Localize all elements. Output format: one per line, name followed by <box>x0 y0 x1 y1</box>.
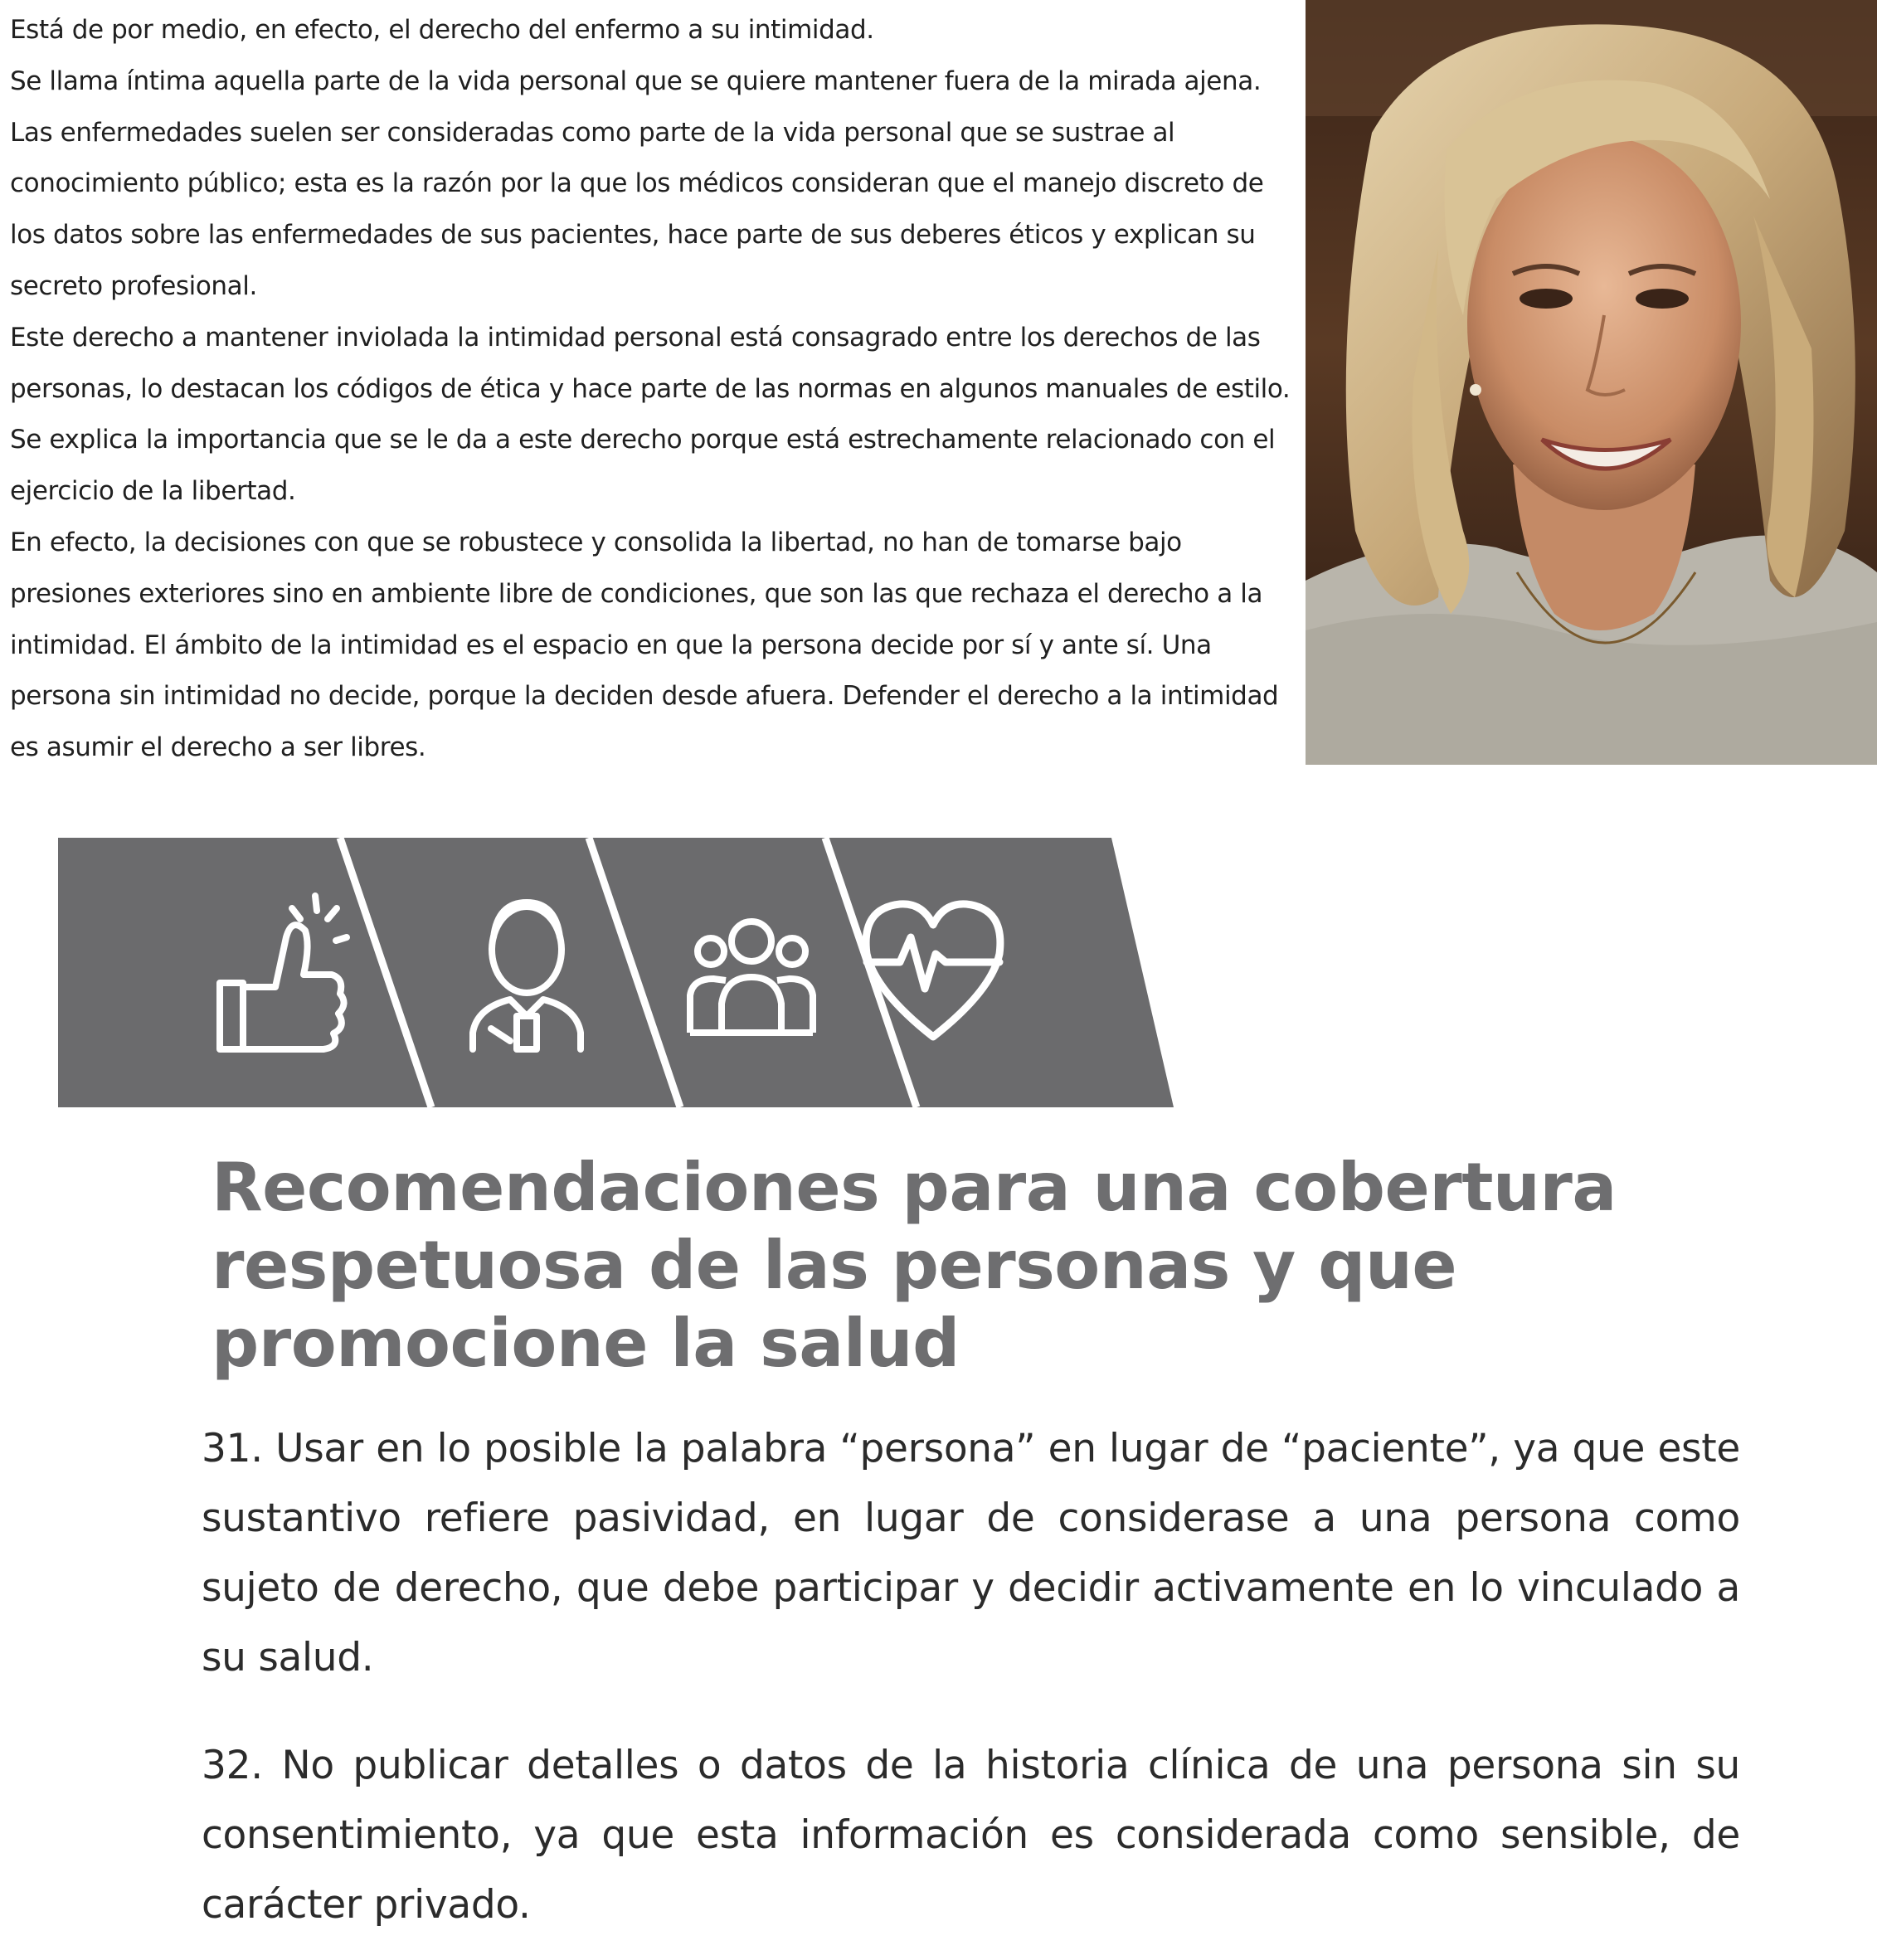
intro-article <box>10 5 1304 774</box>
recommendation-32: 32. No publicar detalles o datos de la historia clínica de una persona sin su consentimiento, ya que esta información es considerada como sensible, de carácter privado. <box>202 1743 1740 1928</box>
intro-paragraph: Se llama íntima aquella parte de la vida personal que se quiere mantener fuera de la mirada ajena. Las enfermedades suelen ser consideradas como parte de la vida personal que se sustrae al conocimiento público; esta es la razón por la que los médicos consideran que el manejo discreto de los datos sobre las enfermedades de sus pacientes, hace parte de sus deberes éticos y explican su secreto profesional. <box>10 66 1264 301</box>
section-heading: Recomendaciones para una cobertura respetuosa de las personas y que promocione la salud <box>212 1149 1617 1382</box>
banner-graphic <box>58 838 1174 1107</box>
intro-paragraph: En efecto, la decisiones con que se robustece y consolida la libertad, no han de tomarse bajo presiones exteriores sino en ambiente libre de condiciones, que son las que rechaza el derecho a la intimidad. El ámbito de la intimidad es el espacio en que la persona decide por sí y ante sí. Una persona sin intimidad no decide, porque la deciden desde afuera. Defender el derecho a la intimidad es asumir el derecho a ser libres. <box>10 527 1279 763</box>
intro-paragraph: Este derecho a mantener inviolada la intimidad personal está consagrado entre los derechos de las personas, lo destacan los códigos de ética y hace parte de las normas en algunos manuales de estilo. Se explica la importancia que se le da a este derecho porque está estrechamente relacionado con el ejercicio de la libertad. <box>10 322 1291 507</box>
portrait-image <box>1306 0 1877 765</box>
portrait-photo <box>1306 0 1877 765</box>
intro-paragraph: Está de por medio, en efecto, el derecho del enfermo a su intimidad. <box>10 15 874 45</box>
icon-banner <box>58 838 1174 1107</box>
recommendation-31: 31. Usar en lo posible la palabra “persona” en lugar de “paciente”, ya que este sustantivo refiere pasividad, en lugar de considerase a una persona como sujeto de derecho, que debe participar y decidir activamente en lo vinculado a su salud. <box>202 1426 1740 1680</box>
